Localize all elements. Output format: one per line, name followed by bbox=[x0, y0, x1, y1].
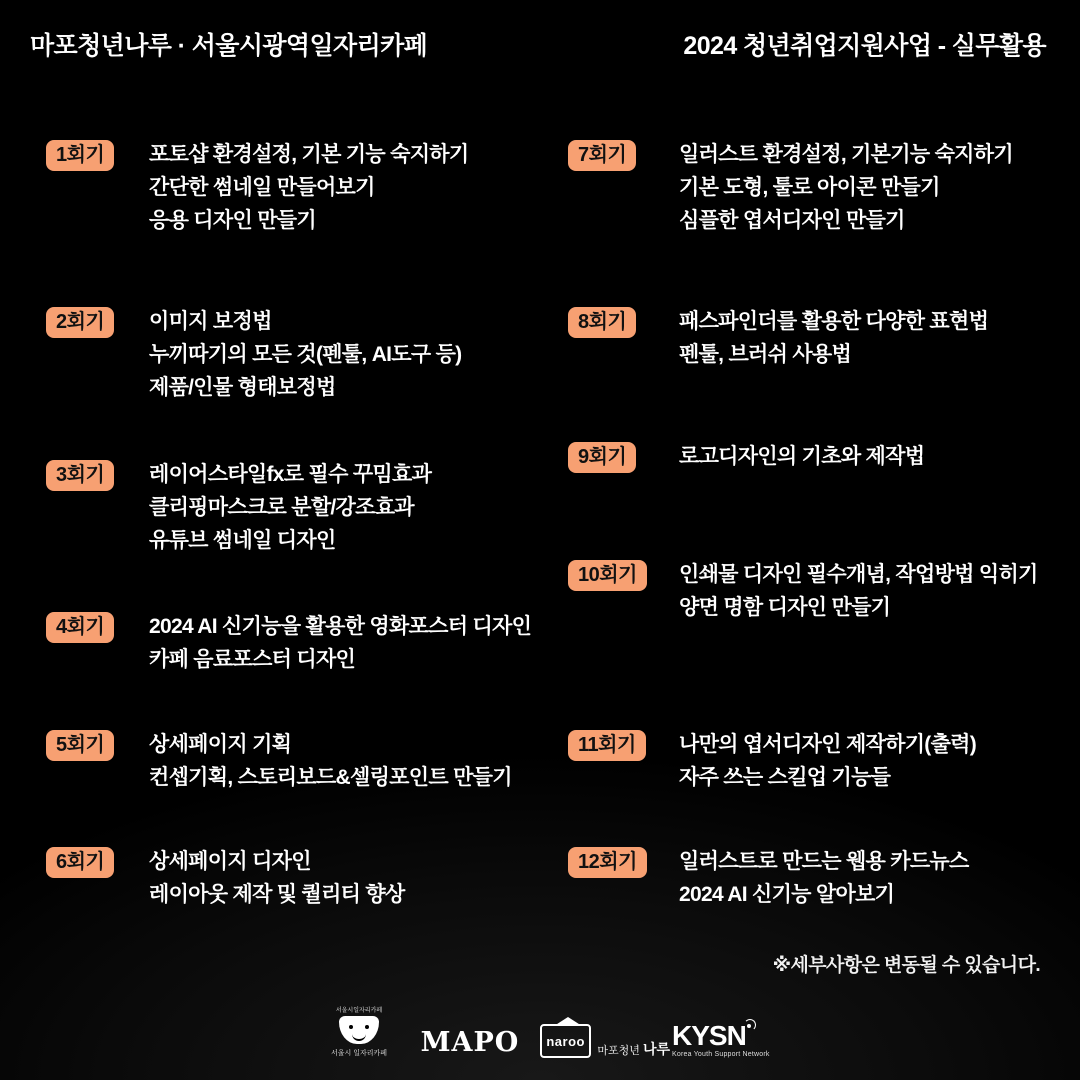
session-line: 자주 쓰는 스킬업 기능들 bbox=[679, 766, 891, 789]
session-line: 응용 디자인 만들기 bbox=[149, 209, 316, 232]
session-line: 상세페이지 기획 bbox=[149, 733, 292, 756]
session-line: 이미지 보정법 bbox=[149, 310, 272, 333]
session-line: 카페 음료포스터 디자인 bbox=[149, 648, 356, 671]
session-line: 포토샵 환경설정, 기본 기능 숙지하기 bbox=[149, 143, 469, 166]
session-line: 레이아웃 제작 및 퀄리티 향상 bbox=[149, 883, 405, 906]
session-line: 인쇄물 디자인 필수개념, 작업방법 익히기 bbox=[679, 563, 1038, 586]
session-lines bbox=[149, 728, 569, 794]
naroo-logo bbox=[540, 1024, 670, 1058]
session-badge: 3회기 bbox=[46, 460, 114, 491]
naroo-sub-large: 나루 bbox=[642, 1041, 670, 1057]
session-badge: 12회기 bbox=[568, 847, 647, 878]
session-lines bbox=[149, 138, 569, 237]
session-badge: 7회기 bbox=[568, 140, 636, 171]
session-line: 유튜브 썸네일 디자인 bbox=[149, 529, 336, 552]
session-line: 패스파인더를 활용한 다양한 표현법 bbox=[679, 310, 989, 333]
session-lines bbox=[149, 305, 569, 404]
session-badge: 4회기 bbox=[46, 612, 114, 643]
session-line: 상세페이지 디자인 bbox=[149, 850, 311, 873]
session-badge: 9회기 bbox=[568, 442, 636, 473]
session-line: 간단한 썸네일 만들어보기 bbox=[149, 176, 375, 199]
naroo-wordmark: naroo bbox=[546, 1033, 585, 1049]
session-badge: 6회기 bbox=[46, 847, 114, 878]
header-right-title: 2024 청년취업지원사업 - 실무활용 bbox=[683, 32, 1046, 60]
header-left-title: 마포청년나루 · 서울시광역일자리카페 bbox=[30, 32, 428, 60]
session-badge: 10회기 bbox=[568, 560, 647, 591]
session-line: 레이어스타일fx로 필수 꾸밈효과 bbox=[149, 463, 432, 486]
house-icon bbox=[540, 1024, 591, 1058]
session-badge: 11회기 bbox=[568, 730, 646, 761]
session-lines bbox=[149, 610, 569, 676]
smiley-face-icon bbox=[339, 1016, 379, 1044]
poster-header bbox=[0, 26, 1080, 66]
session-lines bbox=[679, 558, 1080, 624]
session-lines bbox=[149, 845, 569, 911]
naroo-sub-small: 마포청년 bbox=[597, 1045, 640, 1057]
session-line: 2024 AI 신기능을 활용한 영화포스터 디자인 bbox=[149, 615, 532, 638]
signal-icon bbox=[742, 1017, 756, 1031]
session-line: 양면 명함 디자인 만들기 bbox=[679, 596, 891, 619]
session-line: 일러스트로 만드는 웹용 카드뉴스 bbox=[679, 850, 969, 873]
session-lines bbox=[679, 440, 1080, 473]
kysn-logo bbox=[672, 1020, 770, 1058]
session-line: 심플한 엽서디자인 만들기 bbox=[679, 209, 905, 232]
session-badge: 5회기 bbox=[46, 730, 114, 761]
session-line: 컨셉기획, 스토리보드&셀링포인트 만들기 bbox=[149, 766, 512, 789]
session-line: 누끼따기의 모든 것(펜툴, AI도구 등) bbox=[149, 343, 462, 366]
session-badge: 2회기 bbox=[46, 307, 114, 338]
session-line: 기본 도형, 툴로 아이콘 만들기 bbox=[679, 176, 940, 199]
session-badge: 1회기 bbox=[46, 140, 114, 171]
seoul-job-cafe-logo bbox=[326, 1005, 392, 1058]
session-line: 클리핑마스크로 분할/강조효과 bbox=[149, 496, 414, 519]
session-line: 펜툴, 브러쉬 사용법 bbox=[679, 343, 852, 366]
session-line: 2024 AI 신기능 알아보기 bbox=[679, 883, 895, 906]
session-lines bbox=[679, 305, 1080, 371]
session-lines bbox=[679, 728, 1080, 794]
disclaimer-note: ※세부사항은 변동될 수 있습니다. bbox=[772, 955, 1040, 976]
mapo-wordmark: MAPO bbox=[420, 1027, 520, 1058]
smile-arc-icon bbox=[352, 1032, 366, 1041]
session-line: 로고디자인의 기초와 제작법 bbox=[679, 445, 925, 468]
session-line: 일러스트 환경설정, 기본기능 숙지하기 bbox=[679, 143, 1013, 166]
mapo-logo bbox=[420, 1028, 520, 1058]
naroo-logo-row bbox=[540, 1024, 670, 1058]
session-lines bbox=[149, 458, 569, 557]
seoul-logo-caption: 서울시 일자리카페 bbox=[330, 1050, 388, 1057]
session-lines bbox=[679, 138, 1080, 237]
kysn-sub-text: Korea Youth Support Network bbox=[672, 1051, 770, 1058]
session-line: 제품/인물 형태보정법 bbox=[149, 376, 336, 399]
naroo-sub-text bbox=[597, 1042, 670, 1058]
footer-logos bbox=[0, 988, 1080, 1058]
session-lines bbox=[679, 845, 1080, 911]
seoul-logo-top-text: 서울시일자리카페 bbox=[335, 1008, 383, 1014]
session-badge: 8회기 bbox=[568, 307, 636, 338]
session-line: 나만의 엽서디자인 제작하기(출력) bbox=[679, 733, 977, 756]
kysn-wordmark: KYSN bbox=[672, 1020, 746, 1051]
